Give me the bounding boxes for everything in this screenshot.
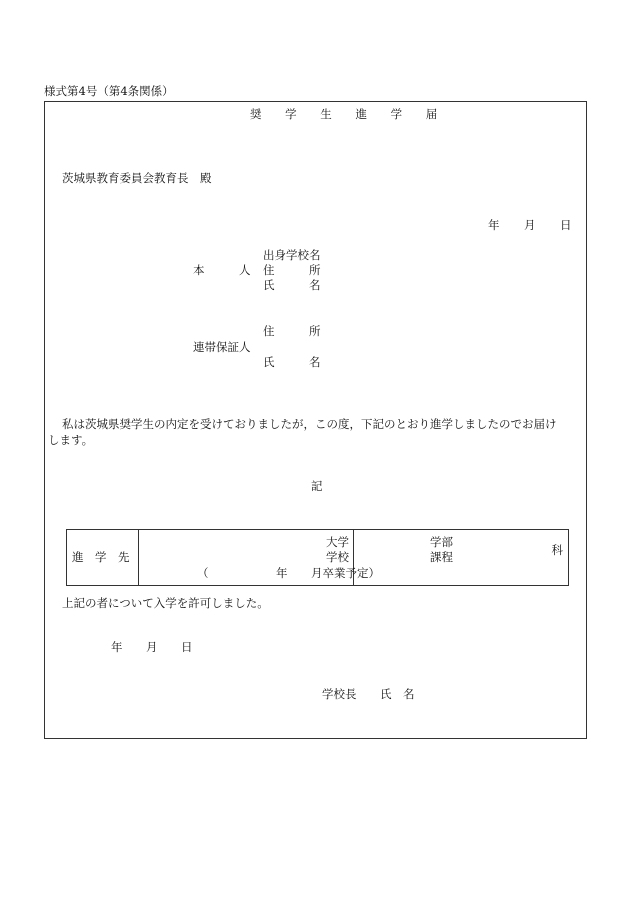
- graduation-suffix: 月卒業予定）: [311, 566, 380, 580]
- applicant-school-label: 出身学校名: [263, 248, 321, 262]
- statement-line-1: 私は茨城県奨学生の内定を受けておりましたが，この度，下記のとおり進学しましたのでお届け: [62, 417, 557, 431]
- course-label: 課程: [430, 550, 453, 564]
- date-day: 日: [560, 218, 572, 232]
- ki-heading: 記: [311, 479, 323, 493]
- addressee: 茨城県教育委員会教育長 殿: [62, 171, 212, 185]
- school-cell: [139, 530, 380, 586]
- guarantor-name-label: 氏 名: [263, 355, 321, 369]
- date-month: 月: [524, 218, 536, 232]
- form-number: 様式第4号（第4条関係）: [44, 84, 174, 98]
- guarantor-address-label: 住 所: [263, 324, 321, 338]
- applicant-name-label: 氏 名: [263, 278, 321, 292]
- form-title: 奨 学 生 進 学 届: [250, 107, 448, 121]
- school-label: 学校: [326, 550, 349, 564]
- applicant-address-label: 住 所: [263, 263, 321, 277]
- department-label: 科: [551, 543, 563, 557]
- approval-date-day: 日: [181, 640, 193, 654]
- university-label: 大学: [326, 535, 349, 549]
- approval-date-month: 月: [146, 640, 158, 654]
- faculty-label: 学部: [430, 535, 453, 549]
- graduation-year: 年: [276, 566, 288, 580]
- principal-name-label: 氏 名: [380, 687, 415, 701]
- principal-title: 学校長: [322, 687, 357, 701]
- faculty-cell: [354, 530, 569, 586]
- destination-label: 進 学 先: [72, 550, 130, 564]
- graduation-open: （: [197, 566, 209, 580]
- destination-label-cell: [67, 530, 139, 586]
- guarantor-label: 連帯保証人: [193, 340, 251, 354]
- date-year: 年: [488, 218, 500, 232]
- statement-line-2: します。: [48, 433, 94, 447]
- approval-date-year: 年: [111, 640, 123, 654]
- applicant-label: 本 人: [193, 263, 251, 277]
- destination-table: [66, 529, 569, 586]
- approval-text: 上記の者について入学を許可しました。: [62, 596, 269, 610]
